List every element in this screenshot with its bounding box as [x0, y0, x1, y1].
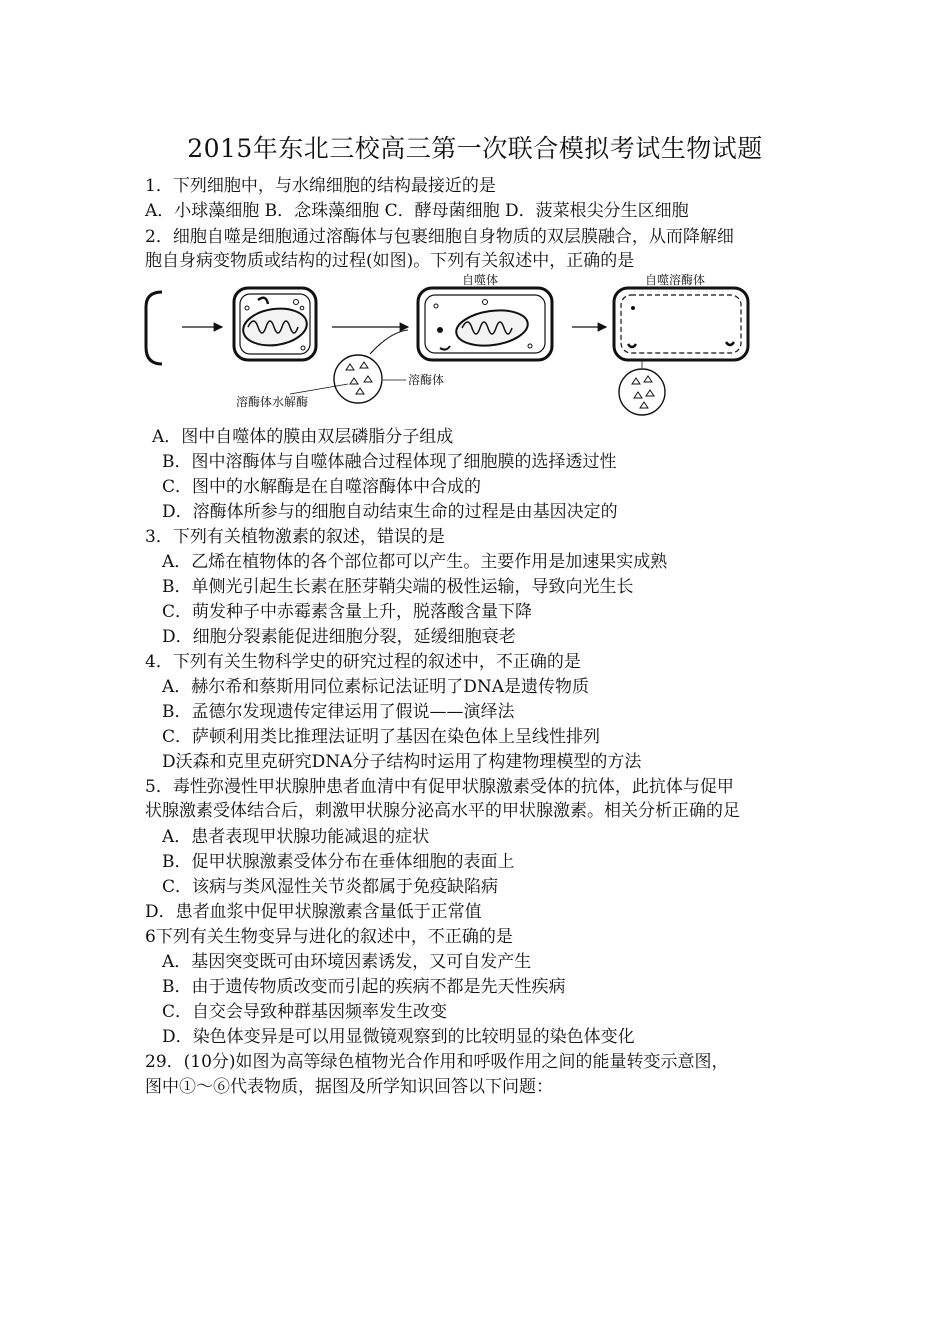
lysosome-circle [334, 355, 382, 403]
question-2-option-b: B．图中溶酶体与自噬体融合过程体现了细胞膜的选择透过性 [162, 452, 617, 472]
question-2-stem-line-1: 2．细胞自噬是细胞通过溶酶体与包裹细胞自身物质的双层膜融合，从而降解细 [145, 227, 734, 247]
question-29-stem-line-1: 29．(10分)如图为高等绿色植物光合作用和呼吸作用之间的能量转变示意图， [145, 1052, 729, 1072]
question-3-option-b: B．单侧光引起生长素在胚芽鞘尖端的极性运输，导致向光生长 [162, 577, 634, 597]
label-autolysosome: 自噬溶酶体 [645, 273, 706, 287]
question-4-option-d: D沃森和克里克研究DNA分子结构时运用了构建物理模型的方法 [162, 752, 642, 772]
question-4-option-a: A．赫尔希和蔡斯用同位素标记法证明了DNA是遗传物质 [162, 677, 590, 697]
label-autophagosome: 自噬体 [462, 273, 499, 287]
question-5-option-a: A．患者表现甲状腺功能减退的症状 [162, 827, 430, 847]
question-1-options: A．小球藻细胞 B．念珠藻细胞 C．酵母菌细胞 D．菠菜根尖分生区细胞 [145, 201, 689, 221]
question-4-option-b: B．孟德尔发现遗传定律运用了假说——演绎法 [162, 702, 515, 722]
question-3-stem: 3．下列有关植物激素的叙述，错误的是 [145, 527, 445, 547]
question-2-option-a: A．图中自噬体的膜由双层磷脂分子组成 [152, 427, 454, 447]
question-5-option-c: C．该病与类风湿性关节炎都属于免疫缺陷病 [162, 877, 499, 897]
question-5-stem-line-2: 状腺激素受体结合后，刺激甲状腺分泌高水平的甲状腺激素。相关分析正确的足 [145, 801, 740, 821]
label-hydrolase: 溶酶体水解酶 [236, 395, 309, 409]
membrane-fragment [146, 292, 162, 364]
autophagy-diagram-svg [140, 272, 780, 422]
question-2-option-c: C．图中的水解酶是在自噬溶酶体中合成的 [162, 477, 482, 497]
autophagosome-cell [418, 288, 552, 360]
question-5-option-d: D．患者血浆中促甲状腺激素含量低于正常值 [145, 902, 482, 922]
question-6-option-b: B．由于遗传物质改变而引起的疾病不都是先天性疾病 [162, 977, 566, 997]
question-6-option-d: D．染色体变异是可以用显微镜观察到的比较明显的染色体变化 [162, 1027, 635, 1047]
arrow-lysosome-fusion [370, 330, 408, 354]
question-4-option-c: C．萨顿利用类比推理法证明了基因在染色体上呈线性排列 [162, 727, 601, 747]
question-29-stem-line-2: 图中①～⑥代表物质，据图及所学知识回答以下问题： [145, 1077, 553, 1097]
question-2-option-d: D．溶酶体所参与的细胞自动结束生命的过程是由基因决定的 [162, 502, 618, 522]
label-lysosome: 溶酶体 [408, 373, 445, 387]
question-6-option-c: C．自交会导致种群基因频率发生改变 [162, 1002, 448, 1022]
autophagy-diagram [140, 272, 780, 422]
question-4-stem: 4．下列有关生物科学史的研究过程的叙述中，不正确的是 [145, 652, 581, 672]
question-5-option-b: B．促甲状腺激素受体分布在垂体细胞的表面上 [162, 852, 515, 872]
question-6-stem: 6下列有关生物变异与进化的叙述中，不正确的是 [145, 927, 513, 947]
cell-with-mitochondrion [234, 288, 316, 360]
question-2-stem-line-2: 胞自身病变物质或结构的过程(如图)。下列有关叙述中，正确的是 [145, 251, 635, 271]
hydrolase-pointer [290, 384, 348, 394]
autolysosome-cell [614, 288, 748, 360]
page-title: 2015年东北三校高三第一次联合模拟考试生物试题 [187, 134, 763, 163]
question-3-option-c: C．萌发种子中赤霉素含量上升，脱落酸含量下降 [162, 602, 533, 622]
question-1-stem: 1．下列细胞中，与水绵细胞的结构最接近的是 [145, 176, 496, 196]
question-5-stem-line-1: 5．毒性弥漫性甲状腺肿患者血清中有促甲状腺激素受体的抗体，此抗体与促甲 [145, 777, 734, 797]
question-3-option-a: A．乙烯在植物体的各个部位都可以产生。主要作用是加速果实成熟 [162, 552, 668, 572]
question-3-option-d: D．细胞分裂素能促进细胞分裂，延缓细胞衰老 [162, 627, 516, 647]
question-6-option-a: A．基因突变既可由环境因素诱发，又可自发产生 [162, 952, 532, 972]
released-enzymes-circle [619, 369, 665, 415]
